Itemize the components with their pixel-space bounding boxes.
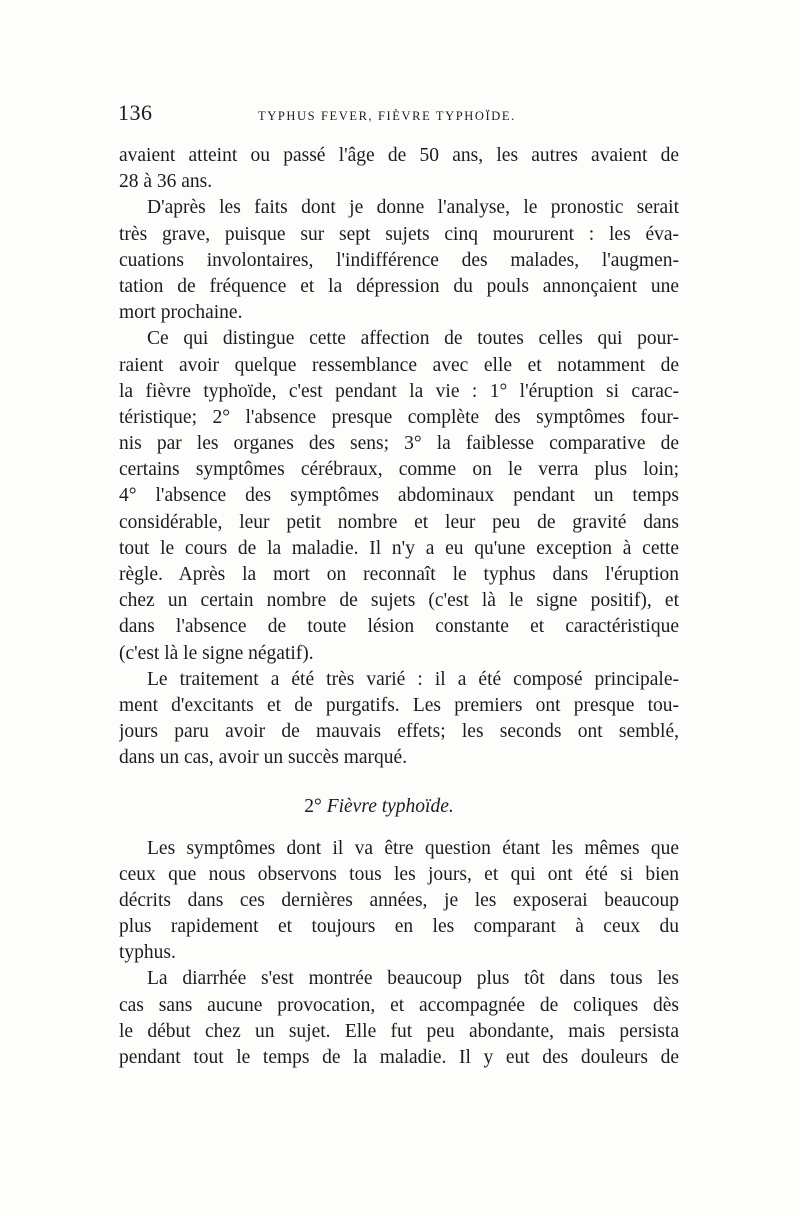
text-line: Les symptômes dont il va être question étant les mêmes que: [147, 837, 679, 859]
section-title: Fièvre typhoïde.: [326, 795, 454, 817]
text-line: la fièvre typhoïde, c'est pendant la vie : 1° l'éruption si carac-: [119, 380, 679, 402]
text-line: avaient atteint ou passé l'âge de 50 ans, les autres avaient de: [119, 145, 679, 166]
text-line: plus rapidement et toujours en les comparant à ceux du: [119, 916, 679, 938]
text-line: cuations involontaires, l'indifférence des malades, l'augmen-: [119, 249, 679, 271]
text-line: cas sans aucune provocation, et accompagnée de coliques dès: [119, 994, 679, 1016]
text-line: tation de fréquence et la dépression du pouls annonçaient une: [119, 275, 679, 297]
text-line: jours paru avoir de mauvais effets; les seconds ont semblé,: [119, 721, 679, 743]
section-heading: [119, 794, 679, 820]
text-line: considérable, leur petit nombre et leur peu de gravité dans: [119, 511, 679, 533]
text-line: décrits dans ces dernières années, je les exposerai beaucoup: [119, 889, 679, 911]
text-line: 4° l'absence des symptômes abdominaux pendant un temps: [119, 485, 679, 507]
text-line: tout le cours de la maladie. Il n'y a eu qu'une exception à cette: [119, 537, 679, 559]
page-header: [118, 100, 678, 130]
text-line: Le traitement a été très varié : il a été composé principale-: [147, 668, 679, 690]
text-line: règle. Après la mort on reconnaît le typhus dans l'éruption: [119, 564, 679, 585]
text-line: ment d'excitants et de purgatifs. Les premiers ont presque tou-: [119, 694, 679, 716]
text-line: D'après les faits dont je donne l'analyse, le pronostic serait: [147, 197, 679, 219]
text-line: 28 à 36 ans.: [119, 171, 213, 193]
body-text: [119, 143, 679, 1071]
text-line: certains symptômes cérébraux, comme on le verra plus loin;: [119, 459, 679, 481]
text-line: nis par les organes des sens; 3° la faiblesse comparative de: [119, 433, 679, 455]
text-line: Ce qui distingue cette affection de toutes celles qui pour-: [147, 328, 679, 350]
text-line: La diarrhée s'est montrée beaucoup plus tôt dans tous les: [147, 968, 679, 990]
text-line: très grave, puisque sur sept sujets cinq moururent : les éva-: [119, 223, 679, 245]
text-line: ceux que nous observons tous les jours, et qui ont été si bien: [119, 863, 679, 885]
page-number: 136: [118, 100, 153, 125]
text-line: mort prochaine.: [119, 302, 243, 324]
text-line: raient avoir quelque ressemblance avec elle et notamment de: [119, 354, 679, 376]
text-line: chez un certain nombre de sujets (c'est là le signe positif), et: [119, 590, 679, 612]
text-line: téristique; 2° l'absence presque complète des symptômes four-: [119, 406, 679, 428]
text-line: dans l'absence de toute lésion constante et caractéristique: [119, 616, 679, 638]
running-head: TYPHUS FEVER, FIÈVRE TYPHOÏDE.: [258, 109, 516, 123]
text-line: dans un cas, avoir un succès marqué.: [119, 747, 408, 769]
text-line: typhus.: [119, 942, 176, 964]
text-line: pendant tout le temps de la maladie. Il y eut des douleurs de: [119, 1047, 679, 1068]
text-line: (c'est là le signe négatif).: [119, 642, 314, 664]
text-line: le début chez un sujet. Elle fut peu abondante, mais persista: [119, 1020, 679, 1042]
section-number: 2°: [304, 795, 322, 817]
